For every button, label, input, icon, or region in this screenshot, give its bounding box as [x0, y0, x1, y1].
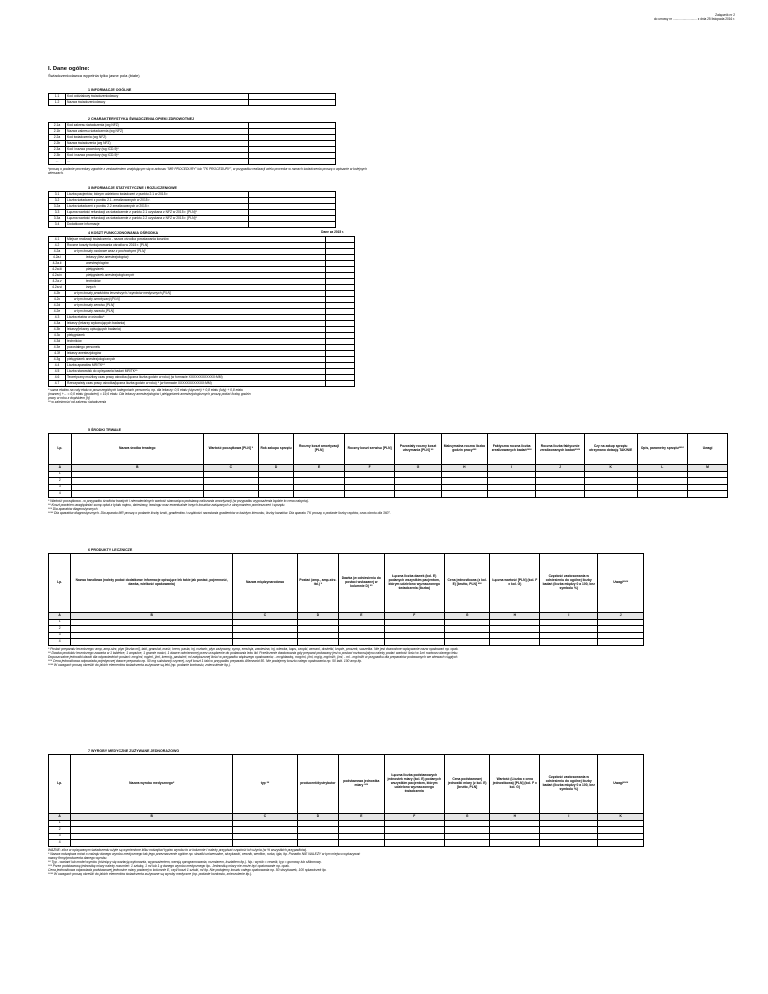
- column-header: Faktyczna roczna liczba zrealizowanych badań****: [487, 434, 535, 465]
- row-label: lekarzy (lekarzy wykonujących badania): [66, 321, 326, 327]
- row-number: 4.4: [49, 363, 66, 369]
- section-5-note-1: * Wartość początkowa - w przypadku środków trwałych i niematerialnych wartość stanowiąca podstawę naliczania amortyzacji (w przypadku wyposażenia będzie to cena nabycia).: [48, 498, 309, 503]
- row-number: 4.2a.iv: [49, 273, 66, 279]
- row-number: 4.3g: [49, 357, 66, 363]
- table-cell-input[interactable]: [584, 491, 637, 498]
- row-number: 3.3a: [49, 216, 66, 222]
- table-cell-input[interactable]: [71, 840, 233, 847]
- row-number: 4.6: [49, 375, 66, 381]
- table-row: [49, 159, 336, 165]
- table-cell-input[interactable]: [444, 840, 490, 847]
- section-subtitle: Świadczeniodawca wypełnia tylko jasne pola (białe): [48, 73, 140, 78]
- section-7-note-7: **** W uwagach proszę określić do jakich elementów świadczenia zużywane są wyroby medyczne (np. podanie kontrastu, znieczulenie itp.).: [48, 872, 253, 877]
- row-number: 2: [49, 478, 72, 485]
- row-label: techników: [66, 279, 326, 285]
- column-letter: I: [487, 465, 535, 472]
- column-header: Wartość początkowa [PLN] *: [203, 434, 258, 465]
- row-number: 4.2a: [49, 249, 66, 255]
- table-cell-input[interactable]: [258, 491, 294, 498]
- column-header: Łączna liczba podstawowych jednostek miary (kol. E) podanych wszystkim pacjentom, którym udzielono wyznaczonego świadczenia: [384, 755, 444, 814]
- row-number: 2.1a: [49, 123, 66, 129]
- section-4-note-1: * suma etatów na cały etatu w poszczególnych kategoriach personelu, np. dla lekarzy: 0,5 etatu (styczeń) + 0,8 etatu (luty) + 0,8 etatu: [48, 388, 243, 392]
- section-2-title: 2 CHARAKTERYSTYKA ŚWIADCZENIA OPIEKI ZDROWOTNEJ: [88, 117, 195, 121]
- section-7-title: 7 WYROBY MEDYCZNE ZUŻYWANE JEDNORAZOWO: [88, 749, 180, 753]
- row-number: 2.3a: [49, 147, 66, 153]
- column-letter: C: [233, 613, 298, 620]
- table-cell-input[interactable]: [233, 840, 298, 847]
- column-letter: K: [598, 814, 644, 821]
- section-7-note-3: nazwy firmy/producenta danego wyrobu.: [48, 855, 108, 860]
- row-number: 3: [49, 632, 71, 639]
- column-letter: F: [344, 465, 395, 472]
- section-service-characteristics: [48, 117, 378, 175]
- row-label: Kod i nazwa procedury (wg ICD-9)*: [66, 153, 249, 159]
- row-label: ...: [66, 159, 249, 165]
- column-letter: E: [339, 613, 385, 620]
- section-4-note-4: ** w zależności od zakresu świadczenia: [48, 400, 107, 405]
- provider-name-input[interactable]: [249, 100, 336, 106]
- table-cell-input[interactable]: [688, 491, 728, 498]
- row-number: 4.2: [49, 243, 66, 249]
- table-cell-input[interactable]: [233, 639, 298, 646]
- column-header: Cena podstawowej jednostki miary (z kol. E) [brutto, PLN]: [444, 755, 490, 814]
- column-letter: B: [71, 465, 203, 472]
- row-label: Kod i nazwa procedury (wg ICD-9)*: [66, 147, 249, 153]
- service-characteristics-table: [48, 122, 336, 165]
- column-letter: H: [490, 814, 540, 821]
- row-label: lekarzy (bez anestezjologów): [66, 255, 326, 261]
- table-cell-input[interactable]: [339, 639, 385, 646]
- row-label: lekarzy anestezjologów: [66, 351, 326, 357]
- row-label: techników: [66, 339, 326, 345]
- row-label: innych: [66, 285, 326, 291]
- section-5-note-2: ** Koszt powinien uwzględniać sumę opłat z tytułu najmu, dzierżawy, leasingu oraz ewentualnie innych kosztów związanych z utrzymaniem pomieszczeń i sprzętu.: [48, 502, 286, 507]
- section-1-title: 1 INFORMACJE OGÓLNE: [88, 88, 132, 92]
- data-year-header: Dane za 2015 r.: [321, 230, 344, 234]
- row-label: Roczne koszty funkcjonowania ośrodka w 2015 r. [PLN]: [66, 243, 326, 249]
- row-label: Liczba pacjentów, którym udzielono świadczeń z punktu 2.1 w 2015 r.: [66, 192, 249, 198]
- section-3-title: 3 INFORMACJE STATYSTYCZNE I ROZLICZENIOWE: [88, 186, 177, 190]
- table-cell-input[interactable]: [395, 491, 441, 498]
- section-medicinal-products: [48, 548, 648, 667]
- row-number: 4: [49, 840, 71, 847]
- row-label: pielęgniarek anestezjologicznych: [66, 357, 326, 363]
- general-info-table: [48, 93, 336, 106]
- column-header: Wartość (Liczba x cena jednostkowa) [PLN] (kol. F x kol. G): [490, 755, 540, 814]
- row-number: 4.3a: [49, 321, 66, 327]
- table-cell-input[interactable]: [540, 840, 598, 847]
- table-cell-input[interactable]: [598, 840, 644, 847]
- table-cell-input[interactable]: [339, 840, 385, 847]
- service-value-input[interactable]: [249, 159, 336, 165]
- section-6-note-5: **** W uwagach proszę określić do jakich elementów świadczenia zużywane są leki (np. podanie kontrastu, znieczulenie itp.).: [48, 662, 231, 667]
- medicinal-products-table: [48, 553, 644, 646]
- row-number: 3: [49, 484, 72, 491]
- column-header: Uwagi****: [598, 755, 644, 814]
- column-letter: D: [297, 814, 338, 821]
- row-label: w tym koszty osobowe wraz z pochodnymi [PLN]: [66, 249, 326, 255]
- column-header: Uwagi: [688, 434, 728, 465]
- row-number: 2.2a: [49, 135, 66, 141]
- row-number: 4.1: [49, 237, 66, 243]
- section-7-note-4: ** Typ - wariant lub model wyrobu (różniący się wariacją wykonania, wyposażeniem, wersją oprogramowania, rozmiarem, kształtem itp.). Np.: wyrób = cewnik, typ = gumowy lub silikonowy.: [48, 859, 322, 864]
- section-medical-devices: [48, 749, 648, 876]
- column-header: Łączna wartość [PLN] (kol. F x kol. G): [490, 554, 540, 613]
- table-cell-input[interactable]: [490, 840, 540, 847]
- table-cell-input[interactable]: [71, 639, 233, 646]
- row-label: Liczba etatów w ośrodku*: [66, 315, 326, 321]
- table-cell-input[interactable]: [598, 639, 644, 646]
- column-header: typ **: [233, 755, 298, 814]
- column-letter: F: [384, 613, 444, 620]
- section-6-note-4: *** Cena jednostkowa odpowiada pojedynczej dawce preparatu np. 50 mg substancji czynnej, czyli koszt 1 tabl w przypadku preparatu Aflenzarid 50. Nie podajemy kosztu całego opakowania np. 50 tabl. 100 amp itp.: [48, 658, 362, 663]
- section-6-note-3: Dopuszczalne jednostki dawki dla odpowiednich postaci: mcg/ml, mg/ml, j/ml, krem/g, pasta/ml; ml zwiększonej ilości w przypadku większego opakowania; - mcg/dawkę, mcg/ml, j/ml, mg/g, mg/ml/h, j/ml, - ml - mg/ml/h w przypadku dla preparatów podawanych we wlewach ciągłych.: [48, 654, 459, 659]
- column-header: Postać (amp., amp-strz. itd.) *: [297, 554, 338, 613]
- row-number: 2: [49, 626, 71, 633]
- column-letter: G: [395, 465, 441, 472]
- table-cell-input[interactable]: [294, 491, 345, 498]
- section-4-note-3: pracy w roku z dopiskiem [h]: [48, 396, 90, 401]
- table-cell-input[interactable]: [444, 639, 490, 646]
- row-label: Nazwa zakresu świadczenia (wg NFZ): [66, 129, 249, 135]
- row-number: 1: [49, 820, 71, 827]
- column-header: Cena jednostkowa (z kol. E) [brutto, PLN] ***: [444, 554, 490, 613]
- column-letter: M: [688, 465, 728, 472]
- row-label: Kod oddziałowy świadczeniodawcy: [66, 94, 249, 100]
- row-number: 3.1: [49, 192, 66, 198]
- section-general-info: [48, 88, 336, 106]
- statistics-table: [48, 191, 336, 228]
- row-number: ...: [49, 159, 66, 165]
- section-5-note-3: *** Dla aparatów diagnostycznych.: [48, 506, 99, 511]
- row-label: Łączna wartość refundacji za świadczenie z punktu 2.1 uzyskana z NFZ w 2015 r. [PLN]*: [66, 210, 249, 216]
- row-label: Kod zakresu świadczenia (wg NFZ): [66, 123, 249, 129]
- row-number: 1: [49, 471, 72, 478]
- row-number: 3.2a: [49, 204, 66, 210]
- table-cell-input[interactable]: [71, 491, 203, 498]
- table-cell-input[interactable]: [441, 491, 487, 498]
- row-label: Teoretyczny możliwy czas pracy ośrodka (łączna liczba godzin w roku) (w formacie XXXXXXXXXXXX:MM): [66, 375, 326, 381]
- table-cell-input[interactable]: [637, 491, 688, 498]
- header-row: [49, 755, 644, 814]
- column-header: Roczny koszt amortyzacji [PLN]: [294, 434, 345, 465]
- table-row: [49, 639, 644, 646]
- column-header: Roczna liczba faktycznie zrealizowanych badań****: [536, 434, 584, 465]
- column-letter: D: [297, 613, 338, 620]
- column-header: Rok zakupu sprzętu: [258, 434, 294, 465]
- table-cell-input[interactable]: [540, 639, 598, 646]
- column-letter: J: [598, 613, 644, 620]
- column-letter: F: [384, 814, 444, 821]
- section-7-note-6: Cena jednostkowa odpowiada podstawowej jednostce miary podanej w kolumnie E, czyli koszt 1 sztuki, ml itp. Nie podajemy kosztu całego opakowania np. 50 strzykawek, 100 rękawiczek itp.: [48, 867, 327, 872]
- column-letter: G: [444, 613, 490, 620]
- row-number: 3: [49, 833, 71, 840]
- header-row: [49, 554, 644, 613]
- row-number: 4.2a.v: [49, 279, 66, 285]
- row-label: anestezjologów: [66, 261, 326, 267]
- row-number: 4.2b: [49, 291, 66, 297]
- row-label: pielęgniarek anestezjologicznych: [66, 273, 326, 279]
- column-letter: C: [203, 465, 258, 472]
- row-number: 4.3b: [49, 327, 66, 333]
- row-number: 3.3: [49, 210, 66, 216]
- row-number: 4.5: [49, 369, 66, 375]
- agreement-reference: do umowy nr ........................... z dnia 25 listopada 2016 r.: [653, 16, 735, 21]
- column-letter: L: [637, 465, 688, 472]
- row-number: 2.2b: [49, 141, 66, 147]
- table-cell-input[interactable]: [203, 491, 258, 498]
- row-label: Liczba stanowisk do opisywania badań MR/TK**: [66, 369, 326, 375]
- row-label: w tym koszty produktów leczniczych i wyrobów medycznych [PLN]: [66, 291, 326, 297]
- section-6-title: 6 PRODUKTY LECZNICZE: [88, 548, 133, 552]
- column-header: Uwagi****: [598, 554, 644, 613]
- column-header: Nazwa środka trwałego: [71, 434, 203, 465]
- row-number: 4: [49, 491, 72, 498]
- section-statistics: [48, 186, 336, 228]
- fixed-assets-table: [48, 433, 728, 498]
- column-letter: G: [444, 814, 490, 821]
- cost-value-input[interactable]: [326, 381, 355, 387]
- column-letter: J: [536, 465, 584, 472]
- column-letter: A: [49, 465, 72, 472]
- table-cell-input[interactable]: [297, 840, 338, 847]
- section-6-note-2: ** Dawka produktu leczniczego zawarta w 1 tabletce, 1 ampułce, 1 gramie maści, 1 dawce odmierzonej przez urządzenie do podawania leku itd. Przeliczenie dawkowania gdy preparat podawany jest w postaci roztworu/płynu należy podać wartość ilości w 1ml roztworu danego leku.: [48, 650, 459, 655]
- table-cell-input[interactable]: [384, 840, 444, 847]
- table-cell-input[interactable]: [297, 639, 338, 646]
- row-number: 4.3c: [49, 333, 66, 339]
- column-letter: E: [294, 465, 345, 472]
- section-5-note-4: **** Dla aparatów diagnostycznych. Dla aparatu MR proszę o podanie liczby kroki, gradientów i cząbkości narastania gradientów w każdym kierunku, liczby kanałów. Dla aparatu TK proszę o podanie liczby rzędów, czas obrotu dla 360°.: [48, 510, 391, 515]
- column-letter: H: [441, 465, 487, 472]
- row-number: 4.2a.vi: [49, 285, 66, 291]
- table-row: [49, 840, 644, 847]
- row-label: Kod świadczenia (wg NFZ): [66, 135, 249, 141]
- attachment-number: Załącznik nr 2: [715, 13, 735, 17]
- column-letter: H: [490, 613, 540, 620]
- section-2-note: *proszę o podanie procedury zgodnie z zestawieniem znajdującym się w arkuszu "MR PROCEDURY" lub "TK PROCEDURY", w przypadku realizacji wielu procedur w ramach świadczenia proszę o wpisanie w kolejnych wierszach.: [48, 167, 367, 176]
- row-label: w tym koszty serwisu [PLN]: [66, 303, 326, 309]
- center-costs-table: [48, 236, 355, 387]
- column-letter: D: [258, 465, 294, 472]
- row-label: pozostałego personelu: [66, 345, 326, 351]
- section-7-note-1: WAŻNE: zlicz w opisywanym świadczeniu użyte są wymienione kilku rodzajów/ typów wyrobu to w kolumnie I należy przypisać częstość ich użycia (w % wszystkich przypadków).: [48, 847, 308, 852]
- column-letter: A: [49, 613, 71, 620]
- column-header: Pozostały roczny koszt utrzymania [PLN] **: [395, 434, 441, 465]
- row-label: Miejsce realizacji świadczenia - nazwa ośrodka powstawania kosztów: [66, 237, 326, 243]
- row-label: Łączna wartość refundacji za świadczenie z punktu 2.2 uzyskana z NFZ w 2015 r. [PLN]*: [66, 216, 249, 222]
- row-number: 4.3f: [49, 351, 66, 357]
- row-number: 4.2a.ii: [49, 261, 66, 267]
- table-row: [49, 222, 336, 228]
- row-number: 4.3: [49, 315, 66, 321]
- row-number: 4.2d: [49, 303, 66, 309]
- column-header: Nazwa wyrobu medycznego*: [71, 755, 233, 814]
- attachment-header: [654, 14, 735, 22]
- column-letter: B: [71, 613, 233, 620]
- row-number: 4.2a.iii: [49, 267, 66, 273]
- column-header: Lp.: [49, 755, 71, 814]
- column-letter: A: [49, 814, 71, 821]
- column-header: podstawowa jednostka miary ***: [339, 755, 385, 814]
- row-number: 4.2a.i: [49, 255, 66, 261]
- table-cell-input[interactable]: [344, 491, 395, 498]
- column-header: Lp.: [49, 554, 71, 613]
- row-number: 1: [49, 619, 71, 626]
- row-number: 1.2: [49, 100, 66, 106]
- column-header: Dawka (w odniesieniu do postaci wskazanej w kolumnie D) **: [339, 554, 385, 613]
- row-number: 1.1: [49, 94, 66, 100]
- table-cell-input[interactable]: [384, 639, 444, 646]
- row-number: 4.3d: [49, 339, 66, 345]
- row-number: 2: [49, 827, 71, 834]
- column-header: Lp.: [49, 434, 72, 465]
- column-letter: I: [540, 814, 598, 821]
- row-number: 3.2: [49, 198, 66, 204]
- row-number: 4: [49, 639, 71, 646]
- row-number: 3.4: [49, 222, 66, 228]
- column-letter: C: [233, 814, 298, 821]
- row-number: 2.3b: [49, 153, 66, 159]
- table-row: [49, 381, 355, 387]
- column-header: Nazwa międzynarodowa: [233, 554, 298, 613]
- section-4-note-2: (marzec) +... = 0,0 etatu (grudzień) = 19,6 etatu. Dla lekarzy anestezjologów i pielęgniarek anestezjologicznych proszę podać liczbę godzin: [48, 392, 251, 397]
- row-label: Liczba aparatów MR/TK**: [66, 363, 326, 369]
- section-fixed-assets: [48, 428, 728, 515]
- column-header: Maksymalna roczna liczba godzin pracy***: [441, 434, 487, 465]
- column-header: Częstość zastosowania w odniesieniu do ogólnej liczby badań (liczba między 0 a 100, bez symbolu %): [540, 755, 598, 814]
- row-label: Liczba świadczeń z punktu 2.2 zrealizowanych w 2015 r.: [66, 204, 249, 210]
- row-number: 4.2c: [49, 297, 66, 303]
- column-letter: I: [540, 613, 598, 620]
- row-number: 4.7: [49, 381, 66, 387]
- section-7-note-2: * Nazwa rodzajowa mówi o rodzaju danego wyrobu medycznego tak jego przeznaczenie ogólne np. strzałki uniwersalne, strzykawki, cewnik, wenflon, rurka, igła, itp. Ponadto NIE NALEŻY w tym miejscu wykazywać: [48, 851, 361, 856]
- table-cell-input[interactable]: [487, 491, 535, 498]
- statistic-value-input[interactable]: [249, 222, 336, 228]
- section-5-title: 5 ŚRODKI TRWAŁE: [88, 428, 122, 432]
- row-label: Liczba świadczeń z punktu 2.1. zrealizowanych w 2015 r.: [66, 198, 249, 204]
- row-label: pielęgniarek: [66, 267, 326, 273]
- section-center-costs: [48, 231, 355, 404]
- row-label: w tym koszty narzutu [PLN]: [66, 309, 326, 315]
- row-label: w tym koszty amortyzacji [PLN]: [66, 297, 326, 303]
- column-header: Częstość zastosowania w odniesieniu do ogólnej liczby badań (liczba między 0 a 100, bez symbolu %): [540, 554, 598, 613]
- table-cell-input[interactable]: [536, 491, 584, 498]
- row-label: pielęgniarek: [66, 333, 326, 339]
- section-title: I. Dane ogólne:: [48, 66, 90, 72]
- row-number: 2.1b: [49, 129, 66, 135]
- table-cell-input[interactable]: [490, 639, 540, 646]
- section-4-title: 4 KOSZT FUNKCJONOWANIA OŚRODKA: [88, 231, 159, 235]
- section-6-note-1: * Postać preparatu leczniczego: amp, amp-strz, płyn [liczba ml], tabl, granulat, maść, krem, pasta, inj, roztwór, płyn zażywany, syrop, emulsja, zawiesina, inj, wlewka, kaps, czopki, aerozol, drażetki, krople, proszek, saszetka. Nie jest dozwolone wpisywanie nazw opakowań np. opak.: [48, 646, 459, 651]
- row-number: 4.3e: [49, 345, 66, 351]
- column-header: Czy na zakup sprzętu otrzymano dotację TAK/NIE: [584, 434, 637, 465]
- medical-devices-table: [48, 754, 644, 847]
- row-label: lekarzy(lekarzy opisujących badania): [66, 327, 326, 333]
- row-label: Dodatkowe informacje: [66, 222, 249, 228]
- column-letter: B: [71, 814, 233, 821]
- row-number: 4.2e: [49, 309, 66, 315]
- section-7-note-5: *** Przez podstawową jednostkę miary należy rozumieć: 1 sztukę, 1 ml lub 1 g danego wyrobu medycznego itp.. Jednostką miary nie może być opakowanie np. opak.: [48, 863, 290, 868]
- row-label: Nazwa świadczenia (wg NFZ): [66, 141, 249, 147]
- row-label: Rzeczywisty czas pracy ośrodka(łączna liczba godzin w roku) * (w formacie XXXXXXXXXXXX:MM): [66, 381, 326, 387]
- column-header: producent/dystrybutor: [297, 755, 338, 814]
- row-label: Nazwa świadczeniodawcy: [66, 100, 249, 106]
- header-row: [49, 434, 728, 465]
- column-letter: E: [339, 814, 385, 821]
- column-header: Opis, parametry sprzętu****: [637, 434, 688, 465]
- column-header: Łączna liczba dawek (kol. E) podanych wszystkim pacjentom, którym udzielono wyznaczonego świadczenia (liczba): [384, 554, 444, 613]
- column-header: Roczny koszt serwisu [PLN]: [344, 434, 395, 465]
- column-letter: K: [584, 465, 637, 472]
- table-row: [49, 100, 336, 106]
- table-row: [49, 491, 728, 498]
- column-header: Nazwa handlowa (należy podać dodatkowe informacje opisujące lek takie jak postać, pojemność, dawka, wielkość opakowania): [71, 554, 233, 613]
